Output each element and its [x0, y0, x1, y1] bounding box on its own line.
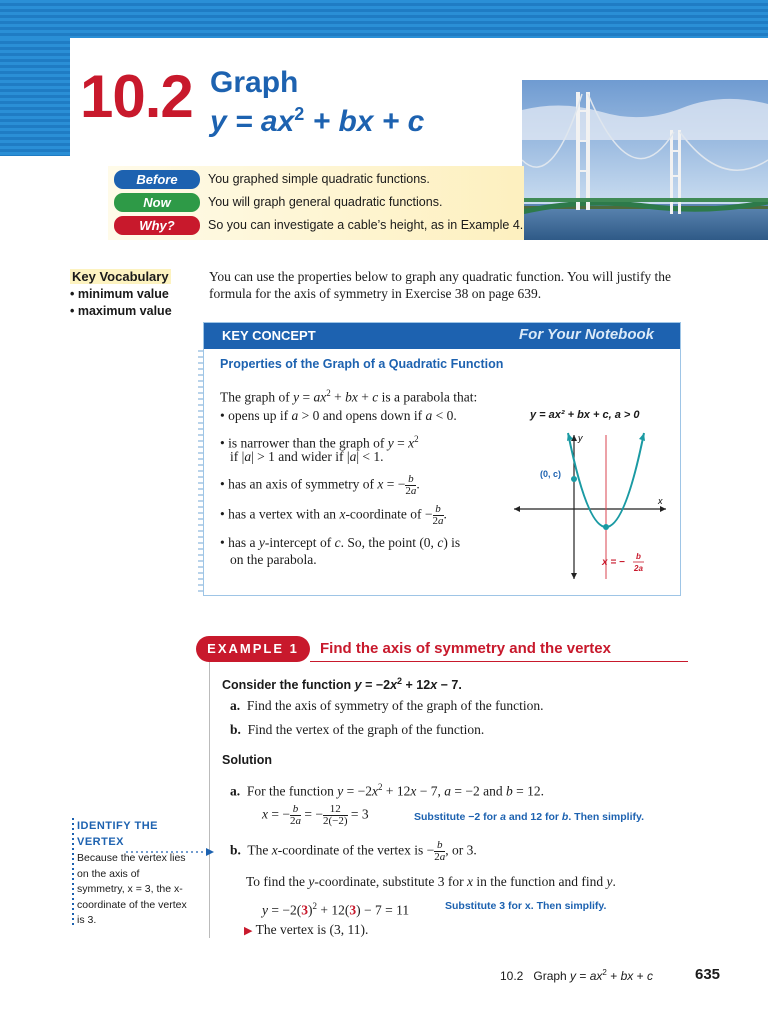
lesson-title-line2: $y = ax^2$ + bx + c: [210, 104, 425, 138]
solution-a-line: a. For the function $y = -2x^2 + 12x - 7$, a = −2 and b = 12.: [230, 782, 544, 799]
example-title: Find the axis of symmetry and the vertex: [320, 640, 611, 657]
tag-now: Now: [114, 193, 200, 212]
side-note-body: Because the vertex lies on the axis of symmetry, x = 3, the x-coordinate of the vertex is 3.: [77, 852, 187, 926]
svg-text:b: b: [636, 552, 641, 561]
before-text: You graphed simple quadratic functions.: [208, 172, 430, 186]
lesson-number: 10.2: [80, 63, 193, 130]
note-substitute-x: Substitute 3 for x. Then simplify.: [445, 900, 607, 912]
y-intercept-label: (0, c): [540, 469, 562, 479]
bridge-photo: [522, 80, 768, 240]
vertex-y-computation: $y = -2(3)^2 + 12(3) - 7 = 11$: [262, 901, 410, 918]
concept-text: The graph of $y = ax^2$ + bx + c is a parabola that: • opens up if a > 0 and opens down if a < 0. • is narrower than the graph of $y = x^2$ if |a| > 1 and wider if |a| < 1. • has an axis of symmetry of x = − $\frac{b}{2a}$ . • has a vertex with an x-coordinate of − $\frac{b}{2a}$ . • has a y-intercept of c. So, the point (0, c) is on the parabola.: [220, 388, 478, 567]
key-concept-subtitle: Properties of the Graph of a Quadratic Function: [220, 357, 504, 371]
page-number: 635: [695, 966, 721, 983]
vocab-item: • maximum value: [70, 304, 172, 318]
parabola-graph: [510, 431, 670, 581]
solution-b-line: b. The x-coordinate of the vertex is − $\frac{b}{2a}$ , or 3.: [230, 839, 477, 863]
example-item-a: a. Find the axis of symmetry of the graph of the function.: [230, 698, 544, 713]
graph-label: y = ax² + bx + c, a > 0: [530, 409, 640, 421]
note-substitute-a-b: Substitute −2 for a and 12 for b. Then simplify.: [414, 811, 644, 823]
example-margin-line: [209, 662, 210, 938]
vocab-item: • minimum value: [70, 287, 169, 301]
notebook-label: For Your Notebook: [519, 326, 654, 343]
lesson-title-line1: Graph: [210, 66, 299, 99]
example-rule: [310, 661, 688, 662]
svg-text:x = −: x = −: [602, 557, 625, 568]
axis-formula: x = − $\frac{b}{2a}$ = − $\frac{12}{2(-2)}$ = 3: [262, 803, 369, 827]
why-text: So you can investigate a cable’s height, as in Example 4.: [208, 218, 524, 232]
tag-before: Before: [114, 170, 200, 189]
intro-paragraph: You can use the properties below to graph any quadratic function. You will justify the formula for the axis of symmetry in Exercise 38 on page 639.: [209, 269, 672, 301]
tag-why: Why?: [114, 216, 200, 235]
find-y-instruction: To find the y-coordinate, substitute 3 for x in the function and find y.: [246, 874, 616, 889]
running-footer: 10.2 Graph $y = ax^2$ + bx + c: [500, 968, 653, 983]
example-prompt: Consider the function $y = -2x^2 + 12x - 7$.: [222, 676, 462, 693]
example-item-b: b. Find the vertex of the graph of the function.: [230, 722, 485, 737]
vertex-conclusion: ▶ The vertex is (3, 11).: [244, 922, 369, 937]
side-note-border: [72, 818, 74, 926]
header-side-band: [0, 38, 70, 156]
solution-label: Solution: [222, 753, 272, 767]
side-note-heading: IDENTIFY THE VERTEX: [77, 820, 158, 848]
key-concept-header: [204, 323, 680, 349]
key-concept-box: [203, 322, 681, 596]
x-axis-label: x: [658, 496, 663, 506]
key-concept-label: KEY CONCEPT: [222, 328, 316, 343]
before-now-why-panel: [108, 166, 524, 240]
now-text: You will graph general quadratic functions.: [208, 195, 443, 209]
y-axis-label: y: [578, 433, 583, 443]
svg-text:2a: 2a: [634, 564, 643, 573]
key-vocabulary-heading: Key Vocabulary: [72, 269, 169, 284]
header-band: [0, 0, 768, 38]
example-pill: EXAMPLE 1: [196, 636, 310, 662]
